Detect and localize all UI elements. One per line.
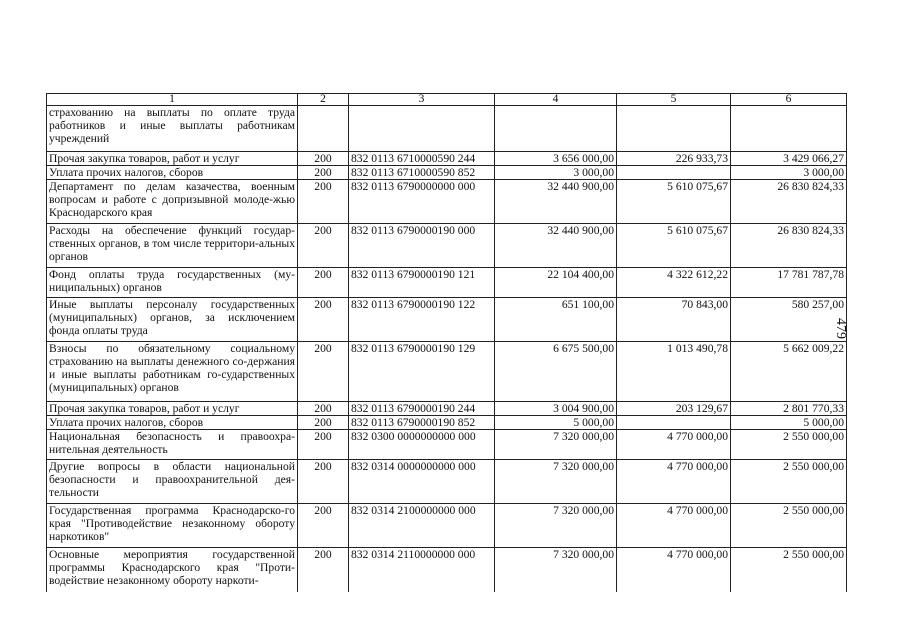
row-amount-remaining-cell: 2 550 000,00 <box>731 430 847 460</box>
row-code-cell: 832 0113 6790000190 000 <box>349 224 495 268</box>
row-amount-executed-cell: 226 933,73 <box>617 152 731 166</box>
row-amount-approved-cell: 7 320 000,00 <box>495 460 617 504</box>
row-amount-executed-cell: 5 610 075,67 <box>617 224 731 268</box>
row-col2-cell: 200 <box>298 430 349 460</box>
table-row <box>47 298 847 342</box>
row-amount-remaining-cell: 2 801 770,33 <box>731 402 847 416</box>
row-amount-executed-cell: 70 843,00 <box>617 298 731 342</box>
row-amount-executed-cell: 1 013 490,78 <box>617 342 731 402</box>
row-name-cell: Иные выплаты персоналу государственных (муниципальных) органов, за исключением фонда оплаты труда <box>47 298 298 342</box>
table-header-row <box>47 94 847 106</box>
row-code-cell: 832 0314 2110000000 000 <box>349 548 495 592</box>
row-amount-approved-cell: 5 000,00 <box>495 416 617 430</box>
row-name-cell: Департамент по делам казачества, военным вопросам и работе с допризывной молоде-жью Краснодарского края <box>47 180 298 224</box>
row-amount-remaining-cell: 3 429 066,27 <box>731 152 847 166</box>
row-col2-cell: 200 <box>298 548 349 592</box>
row-amount-approved-cell: 7 320 000,00 <box>495 548 617 592</box>
row-amount-approved-cell <box>495 106 617 152</box>
row-name-cell: Другие вопросы в области национальной безопасности и правоохранительной дея-тельности <box>47 460 298 504</box>
table-row <box>47 402 847 416</box>
row-name-cell: Взносы по обязательному социальному страхованию на выплаты денежного со-держания и иные выплаты работникам го-сударственных (муниципальных) органов <box>47 342 298 402</box>
row-amount-approved-cell: 7 320 000,00 <box>495 504 617 548</box>
row-amount-executed-cell: 4 770 000,00 <box>617 548 731 592</box>
row-col2-cell: 200 <box>298 180 349 224</box>
row-code-cell: 832 0113 6790000190 244 <box>349 402 495 416</box>
row-amount-approved-cell: 22 104 400,00 <box>495 268 617 298</box>
row-name-cell: Национальная безопасность и правоохра-нительная деятельность <box>47 430 298 460</box>
row-amount-remaining-cell: 17 781 787,78 <box>731 268 847 298</box>
row-amount-executed-cell <box>617 106 731 152</box>
table-row <box>47 548 847 592</box>
row-name-cell: Основные мероприятия государственной программы Краснодарского края "Проти-водействие незаконному обороту наркоти- <box>47 548 298 592</box>
row-amount-approved-cell: 6 675 500,00 <box>495 342 617 402</box>
row-amount-approved-cell: 3 004 900,00 <box>495 402 617 416</box>
table-row <box>47 152 847 166</box>
table-row <box>47 166 847 180</box>
row-col2-cell: 200 <box>298 460 349 504</box>
row-amount-approved-cell: 3 000,00 <box>495 166 617 180</box>
row-code-cell: 832 0113 6710000590 244 <box>349 152 495 166</box>
row-col2-cell: 200 <box>298 224 349 268</box>
row-name-cell: страхованию на выплаты по оплате труда работников и иные выплаты работникам учреждений <box>47 106 298 152</box>
header-cell: 2 <box>298 94 349 106</box>
table-row <box>47 430 847 460</box>
row-code-cell: 832 0314 2100000000 000 <box>349 504 495 548</box>
row-name-cell: Фонд оплаты труда государственных (му-ниципальных) органов <box>47 268 298 298</box>
row-amount-approved-cell: 7 320 000,00 <box>495 430 617 460</box>
row-name-cell: Уплата прочих налогов, сборов <box>47 416 298 430</box>
row-name-cell: Прочая закупка товаров, работ и услуг <box>47 152 298 166</box>
row-code-cell: 832 0113 6710000590 852 <box>349 166 495 180</box>
row-code-cell: 832 0314 0000000000 000 <box>349 460 495 504</box>
row-amount-approved-cell: 3 656 000,00 <box>495 152 617 166</box>
page-number: 479 <box>833 318 848 339</box>
row-amount-executed-cell <box>617 416 731 430</box>
row-amount-remaining-cell: 26 830 824,33 <box>731 224 847 268</box>
row-amount-executed-cell: 4 770 000,00 <box>617 430 731 460</box>
row-amount-executed-cell <box>617 166 731 180</box>
row-col2-cell: 200 <box>298 298 349 342</box>
row-amount-remaining-cell: 2 550 000,00 <box>731 548 847 592</box>
row-amount-approved-cell: 32 440 900,00 <box>495 180 617 224</box>
row-name-cell: Расходы на обеспечение функций государ-ственных органов, в том числе территори-альных органов <box>47 224 298 268</box>
table-row <box>47 416 847 430</box>
row-amount-remaining-cell: 3 000,00 <box>731 166 847 180</box>
row-code-cell: 832 0113 6790000190 852 <box>349 416 495 430</box>
table-row <box>47 460 847 504</box>
row-amount-approved-cell: 651 100,00 <box>495 298 617 342</box>
row-amount-executed-cell: 4 322 612,22 <box>617 268 731 298</box>
row-amount-remaining-cell: 26 830 824,33 <box>731 180 847 224</box>
row-amount-executed-cell: 5 610 075,67 <box>617 180 731 224</box>
table-row <box>47 224 847 268</box>
table-row <box>47 504 847 548</box>
row-col2-cell: 200 <box>298 416 349 430</box>
row-code-cell: 832 0113 6790000190 122 <box>349 298 495 342</box>
row-amount-remaining-cell <box>731 106 847 152</box>
header-cell: 4 <box>495 94 617 106</box>
budget-table <box>46 93 847 592</box>
row-amount-executed-cell: 4 770 000,00 <box>617 460 731 504</box>
row-col2-cell: 200 <box>298 342 349 402</box>
row-amount-executed-cell: 4 770 000,00 <box>617 504 731 548</box>
row-code-cell: 832 0113 6790000190 121 <box>349 268 495 298</box>
row-amount-remaining-cell: 2 550 000,00 <box>731 504 847 548</box>
header-cell: 3 <box>349 94 495 106</box>
row-col2-cell: 200 <box>298 268 349 298</box>
row-code-cell <box>349 106 495 152</box>
header-cell: 1 <box>47 94 298 106</box>
row-amount-remaining-cell: 580 257,00 <box>731 298 847 342</box>
row-name-cell: Прочая закупка товаров, работ и услуг <box>47 402 298 416</box>
row-amount-executed-cell: 203 129,67 <box>617 402 731 416</box>
row-amount-remaining-cell: 5 000,00 <box>731 416 847 430</box>
header-cell: 5 <box>617 94 731 106</box>
row-col2-cell: 200 <box>298 152 349 166</box>
row-amount-approved-cell: 32 440 900,00 <box>495 224 617 268</box>
row-code-cell: 832 0113 6790000190 129 <box>349 342 495 402</box>
row-amount-remaining-cell: 2 550 000,00 <box>731 460 847 504</box>
row-name-cell: Уплата прочих налогов, сборов <box>47 166 298 180</box>
table-row <box>47 180 847 224</box>
table-row <box>47 268 847 298</box>
row-name-cell: Государственная программа Краснодарско-го края "Противодействие незаконному обороту наркотиков" <box>47 504 298 548</box>
row-col2-cell: 200 <box>298 504 349 548</box>
table-row <box>47 106 847 152</box>
row-code-cell: 832 0113 6790000000 000 <box>349 180 495 224</box>
row-col2-cell: 200 <box>298 166 349 180</box>
row-amount-remaining-cell: 5 662 009,22 <box>731 342 847 402</box>
row-col2-cell <box>298 106 349 152</box>
header-cell: 6 <box>731 94 847 106</box>
table-row <box>47 342 847 402</box>
row-col2-cell: 200 <box>298 402 349 416</box>
row-code-cell: 832 0300 0000000000 000 <box>349 430 495 460</box>
